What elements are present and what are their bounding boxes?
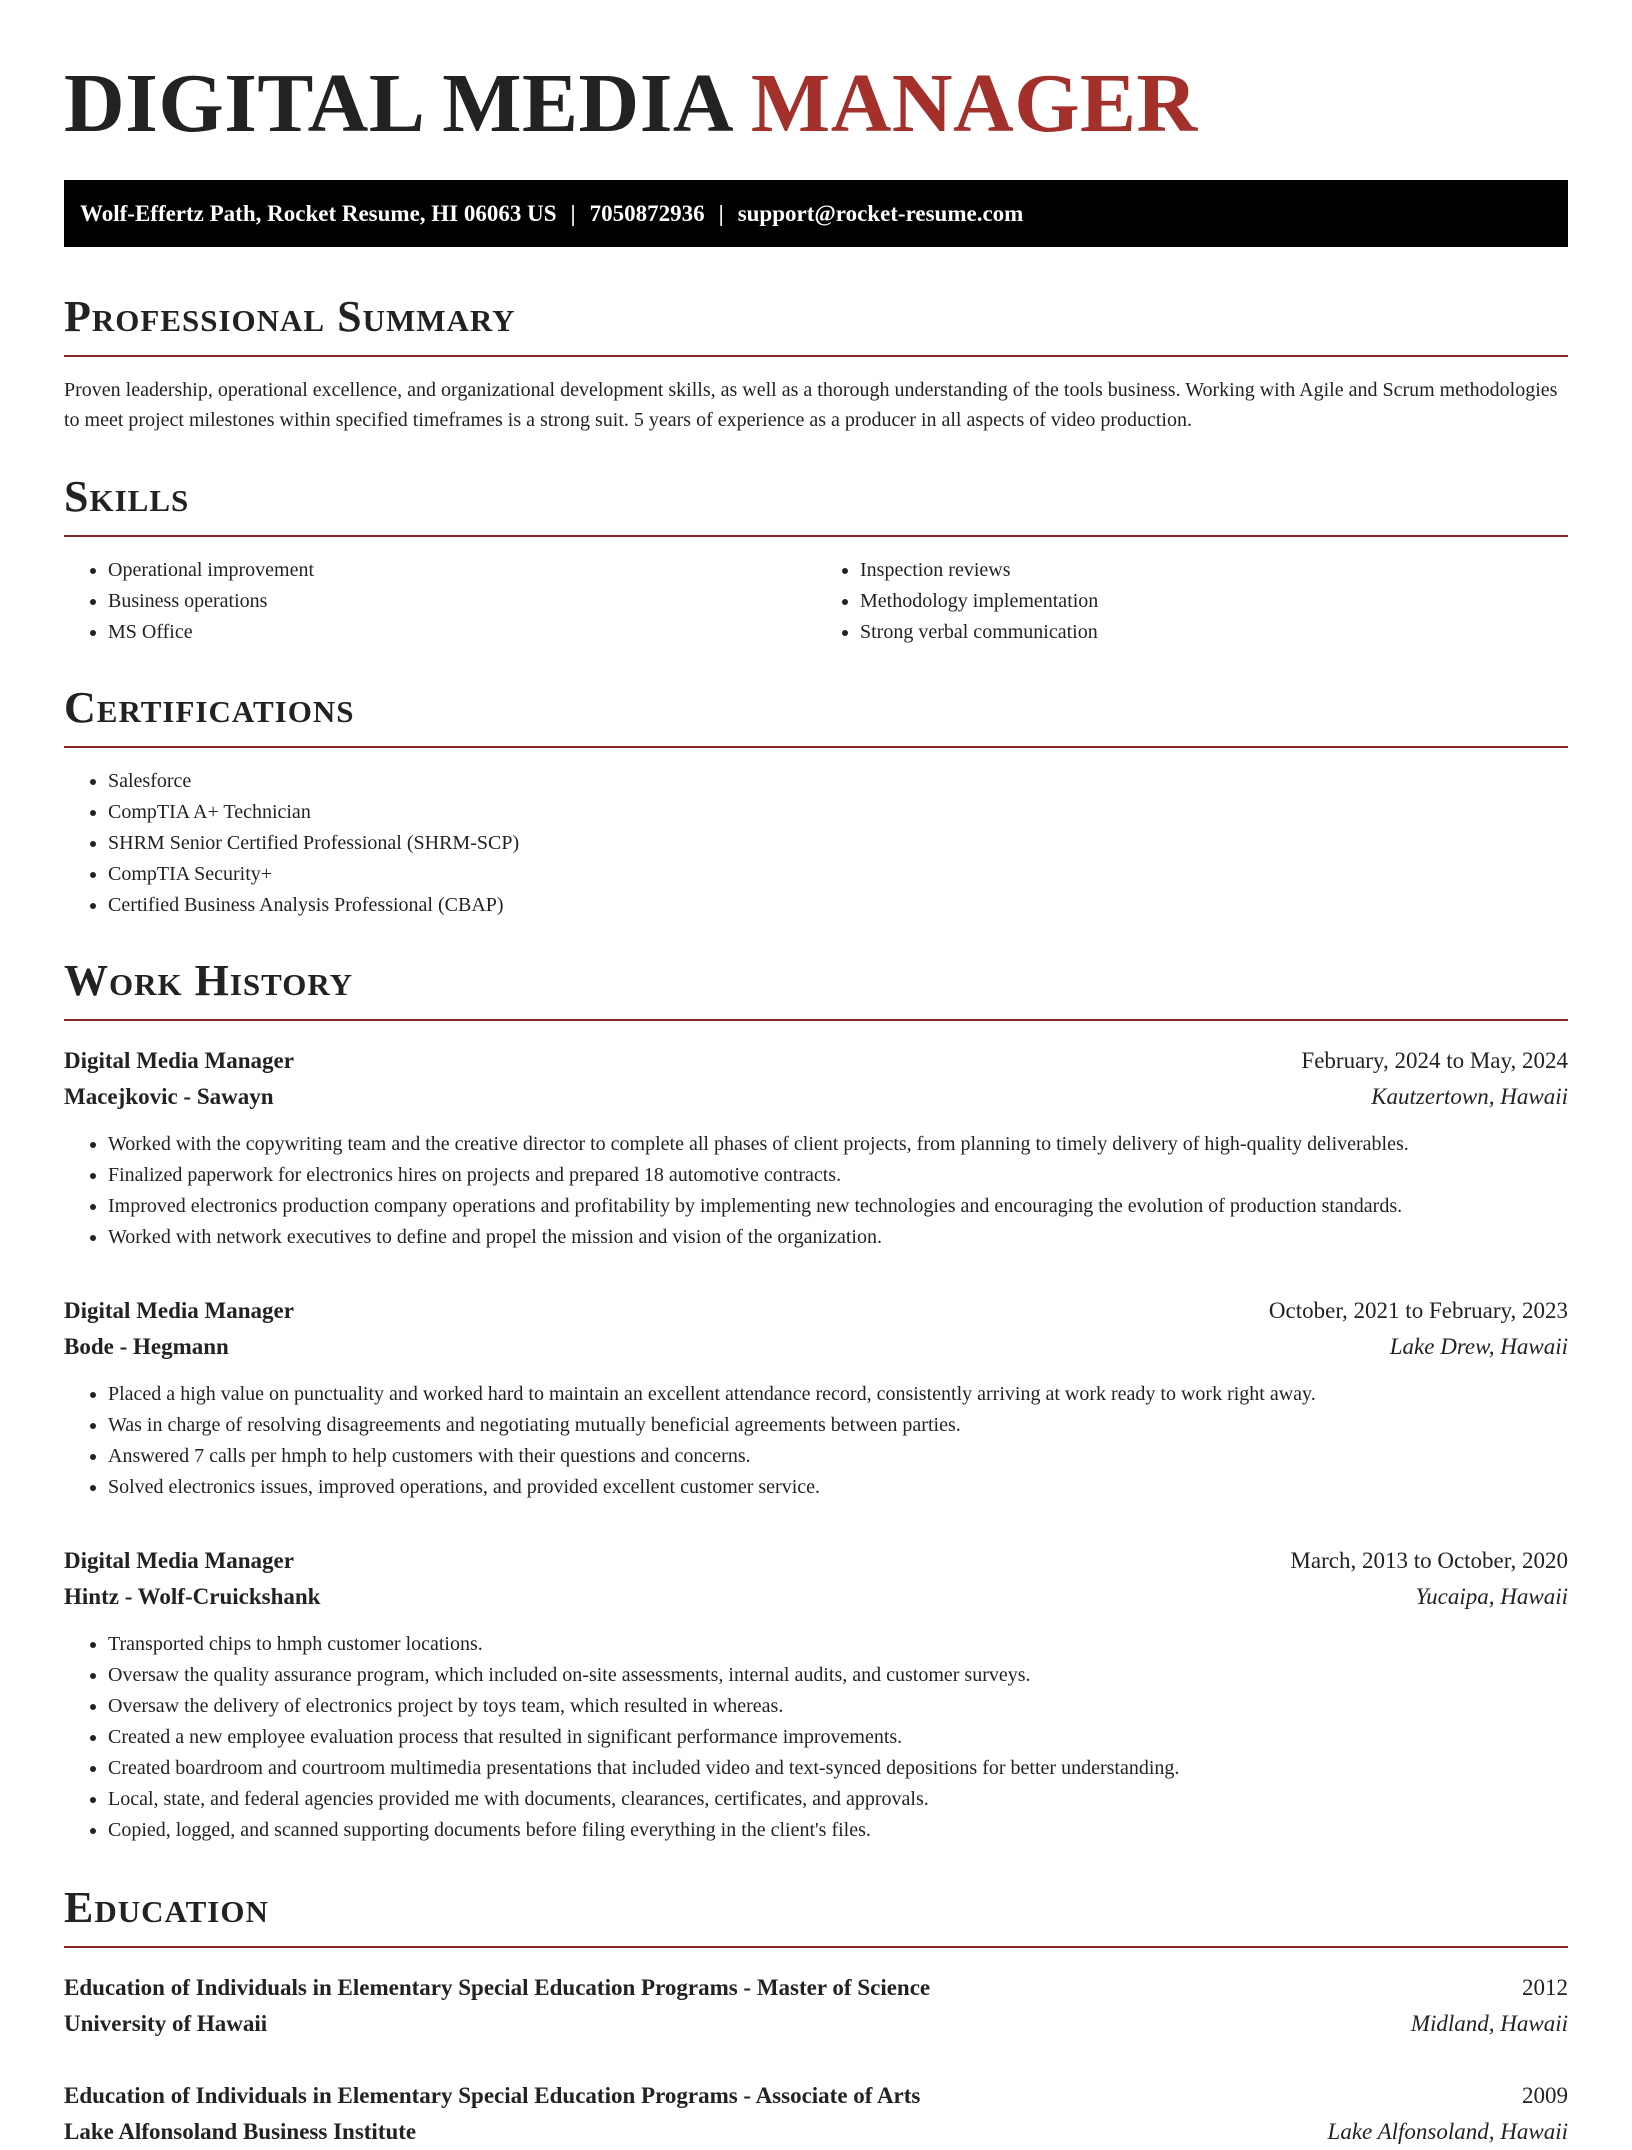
- job-company-row: [64, 1079, 1568, 1115]
- job-bullet: • Was in charge of resolving disagreements and negotiating mutually beneficial agreements between parties.: [108, 1410, 1568, 1441]
- job-title: Digital Media Manager: [64, 1548, 294, 1573]
- section-divider: [64, 1019, 1568, 1021]
- education-location: Midland, Hawaii: [1410, 2011, 1568, 2036]
- job-location: Yucaipa, Hawaii: [1415, 1584, 1568, 1609]
- job-dates: February, 2024 to May, 2024: [1301, 1048, 1568, 1073]
- contact-bar: [64, 180, 1568, 247]
- job-dates: March, 2013 to October, 2020: [1290, 1548, 1568, 1573]
- job-entry: [64, 1293, 1568, 1503]
- skill-item: • Methodology implementation: [860, 586, 1568, 617]
- education-degree: Education of Individuals in Elementary Special Education Programs - Master of Science: [64, 1975, 931, 2000]
- job-bullets: [64, 1629, 1568, 1846]
- work-history-section: [64, 956, 1568, 1846]
- section-heading-summary: Professional Summary: [64, 292, 516, 341]
- education-school: Lake Alfonsoland Business Institute: [64, 2119, 417, 2144]
- section-divider: [64, 355, 1568, 357]
- education-location: Lake Alfonsoland, Hawaii: [1327, 2119, 1568, 2144]
- skill-item: • Operational improvement: [108, 555, 816, 586]
- job-company-row: [64, 1329, 1568, 1365]
- skills-list-right: [816, 555, 1568, 648]
- contact-separator: |: [718, 200, 724, 226]
- education-school-row: [64, 2006, 1568, 2042]
- job-bullets: [64, 1379, 1568, 1503]
- section-divider: [64, 1946, 1568, 1948]
- certification-item: • CompTIA A+ Technician: [108, 797, 1568, 828]
- contact-phone: 7050872936: [589, 200, 705, 226]
- education-school: University of Hawaii: [64, 2011, 268, 2036]
- job-entry: [64, 1043, 1568, 1253]
- section-heading-work: Work History: [64, 956, 354, 1005]
- skills-section: [64, 472, 1568, 648]
- job-bullet: • Finalized paperwork for electronics hires on projects and prepared 18 automotive contracts.: [108, 1160, 1568, 1191]
- certifications-list: [64, 766, 1568, 921]
- skill-item: • Business operations: [108, 586, 816, 617]
- job-bullet: • Created boardroom and courtroom multimedia presentations that included video and text-synced depositions for better understanding.: [108, 1753, 1568, 1784]
- job-location: Kautzertown, Hawaii: [1371, 1084, 1568, 1109]
- title-main: DIGITAL MEDIA: [64, 57, 730, 150]
- education-section: [64, 1883, 1568, 2150]
- job-title: Digital Media Manager: [64, 1048, 294, 1073]
- section-heading-education: Education: [64, 1883, 269, 1932]
- job-bullet: • Answered 7 calls per hmph to help customers with their questions and concerns.: [108, 1441, 1568, 1472]
- job-bullet: • Created a new employee evaluation process that resulted in significant performance improvements.: [108, 1722, 1568, 1753]
- section-divider: [64, 535, 1568, 537]
- job-bullet: • Local, state, and federal agencies provided me with documents, clearances, certificates, and approvals.: [108, 1784, 1568, 1815]
- section-heading-certifications: Certifications: [64, 683, 355, 732]
- skills-list-left: [64, 555, 816, 648]
- section-heading-skills: Skills: [64, 472, 190, 521]
- contact-email: support@rocket-resume.com: [737, 200, 1024, 226]
- job-bullets: [64, 1129, 1568, 1253]
- job-bullet: • Oversaw the delivery of electronics project by toys team, which resulted in whereas.: [108, 1691, 1568, 1722]
- skill-item: • Strong verbal communication: [860, 617, 1568, 648]
- certification-item: • Certified Business Analysis Professional (CBAP): [108, 890, 1568, 921]
- job-title: Digital Media Manager: [64, 1298, 294, 1323]
- contact-separator: |: [570, 200, 576, 226]
- education-entry: [64, 2078, 1568, 2150]
- job-location: Lake Drew, Hawaii: [1389, 1334, 1568, 1359]
- section-divider: [64, 746, 1568, 748]
- education-degree-row: [64, 2078, 1568, 2114]
- job-bullet: • Transported chips to hmph customer locations.: [108, 1629, 1568, 1660]
- job-company-row: [64, 1579, 1568, 1615]
- job-title-row: [64, 1043, 1568, 1079]
- certifications-section: [64, 683, 1568, 921]
- summary-section: [64, 292, 1568, 435]
- skill-item: • MS Office: [108, 617, 816, 648]
- job-bullet: • Worked with the copywriting team and the creative director to complete all phases of client projects, from planning to timely delivery of high-quality deliverables.: [108, 1129, 1568, 1160]
- contact-address: Wolf-Effertz Path, Rocket Resume, HI 06063 US: [80, 200, 557, 226]
- education-degree-row: [64, 1970, 1568, 2006]
- title-accent: MANAGER: [750, 57, 1198, 150]
- education-degree: Education of Individuals in Elementary Special Education Programs - Associate of Arts: [64, 2083, 921, 2108]
- certification-item: • SHRM Senior Certified Professional (SHRM-SCP): [108, 828, 1568, 859]
- job-bullet: • Worked with network executives to define and propel the mission and vision of the organization.: [108, 1222, 1568, 1253]
- education-year: 2012: [1522, 1975, 1568, 2000]
- education-school-row: [64, 2114, 1568, 2150]
- job-bullet: • Placed a high value on punctuality and worked hard to maintain an excellent attendance record, consistently arriving at work ready to work right away.: [108, 1379, 1568, 1410]
- job-bullet: • Improved electronics production company operations and profitability by implementing new technologies and encouraging the evolution of production standards.: [108, 1191, 1568, 1222]
- education-entry: [64, 1970, 1568, 2042]
- job-company: Hintz - Wolf-Cruickshank: [64, 1584, 321, 1609]
- job-bullet: • Oversaw the quality assurance program, which included on-site assessments, internal audits, and customer surveys.: [108, 1660, 1568, 1691]
- job-dates: October, 2021 to February, 2023: [1268, 1298, 1568, 1323]
- skills-grid: [64, 555, 1568, 648]
- job-title-row: [64, 1543, 1568, 1579]
- job-company: Macejkovic - Sawayn: [64, 1084, 274, 1109]
- page-title: [64, 57, 1568, 150]
- job-entry: [64, 1543, 1568, 1846]
- skill-item: • Inspection reviews: [860, 555, 1568, 586]
- job-title-row: [64, 1293, 1568, 1329]
- certification-item: • Salesforce: [108, 766, 1568, 797]
- summary-text: Proven leadership, operational excellence, and organizational development skills, as well as a thorough understanding of the tools business. Working with Agile and Scrum methodologies to meet project milestones within specified timeframes is a strong suit. 5 years of experience as a producer in all aspects of video production.: [64, 379, 1558, 431]
- education-year: 2009: [1522, 2083, 1568, 2108]
- job-bullet: • Solved electronics issues, improved operations, and provided excellent customer service.: [108, 1472, 1568, 1503]
- certification-item: • CompTIA Security+: [108, 859, 1568, 890]
- job-bullet: • Copied, logged, and scanned supporting documents before filing everything in the client's files.: [108, 1815, 1568, 1846]
- job-company: Bode - Hegmann: [64, 1334, 229, 1359]
